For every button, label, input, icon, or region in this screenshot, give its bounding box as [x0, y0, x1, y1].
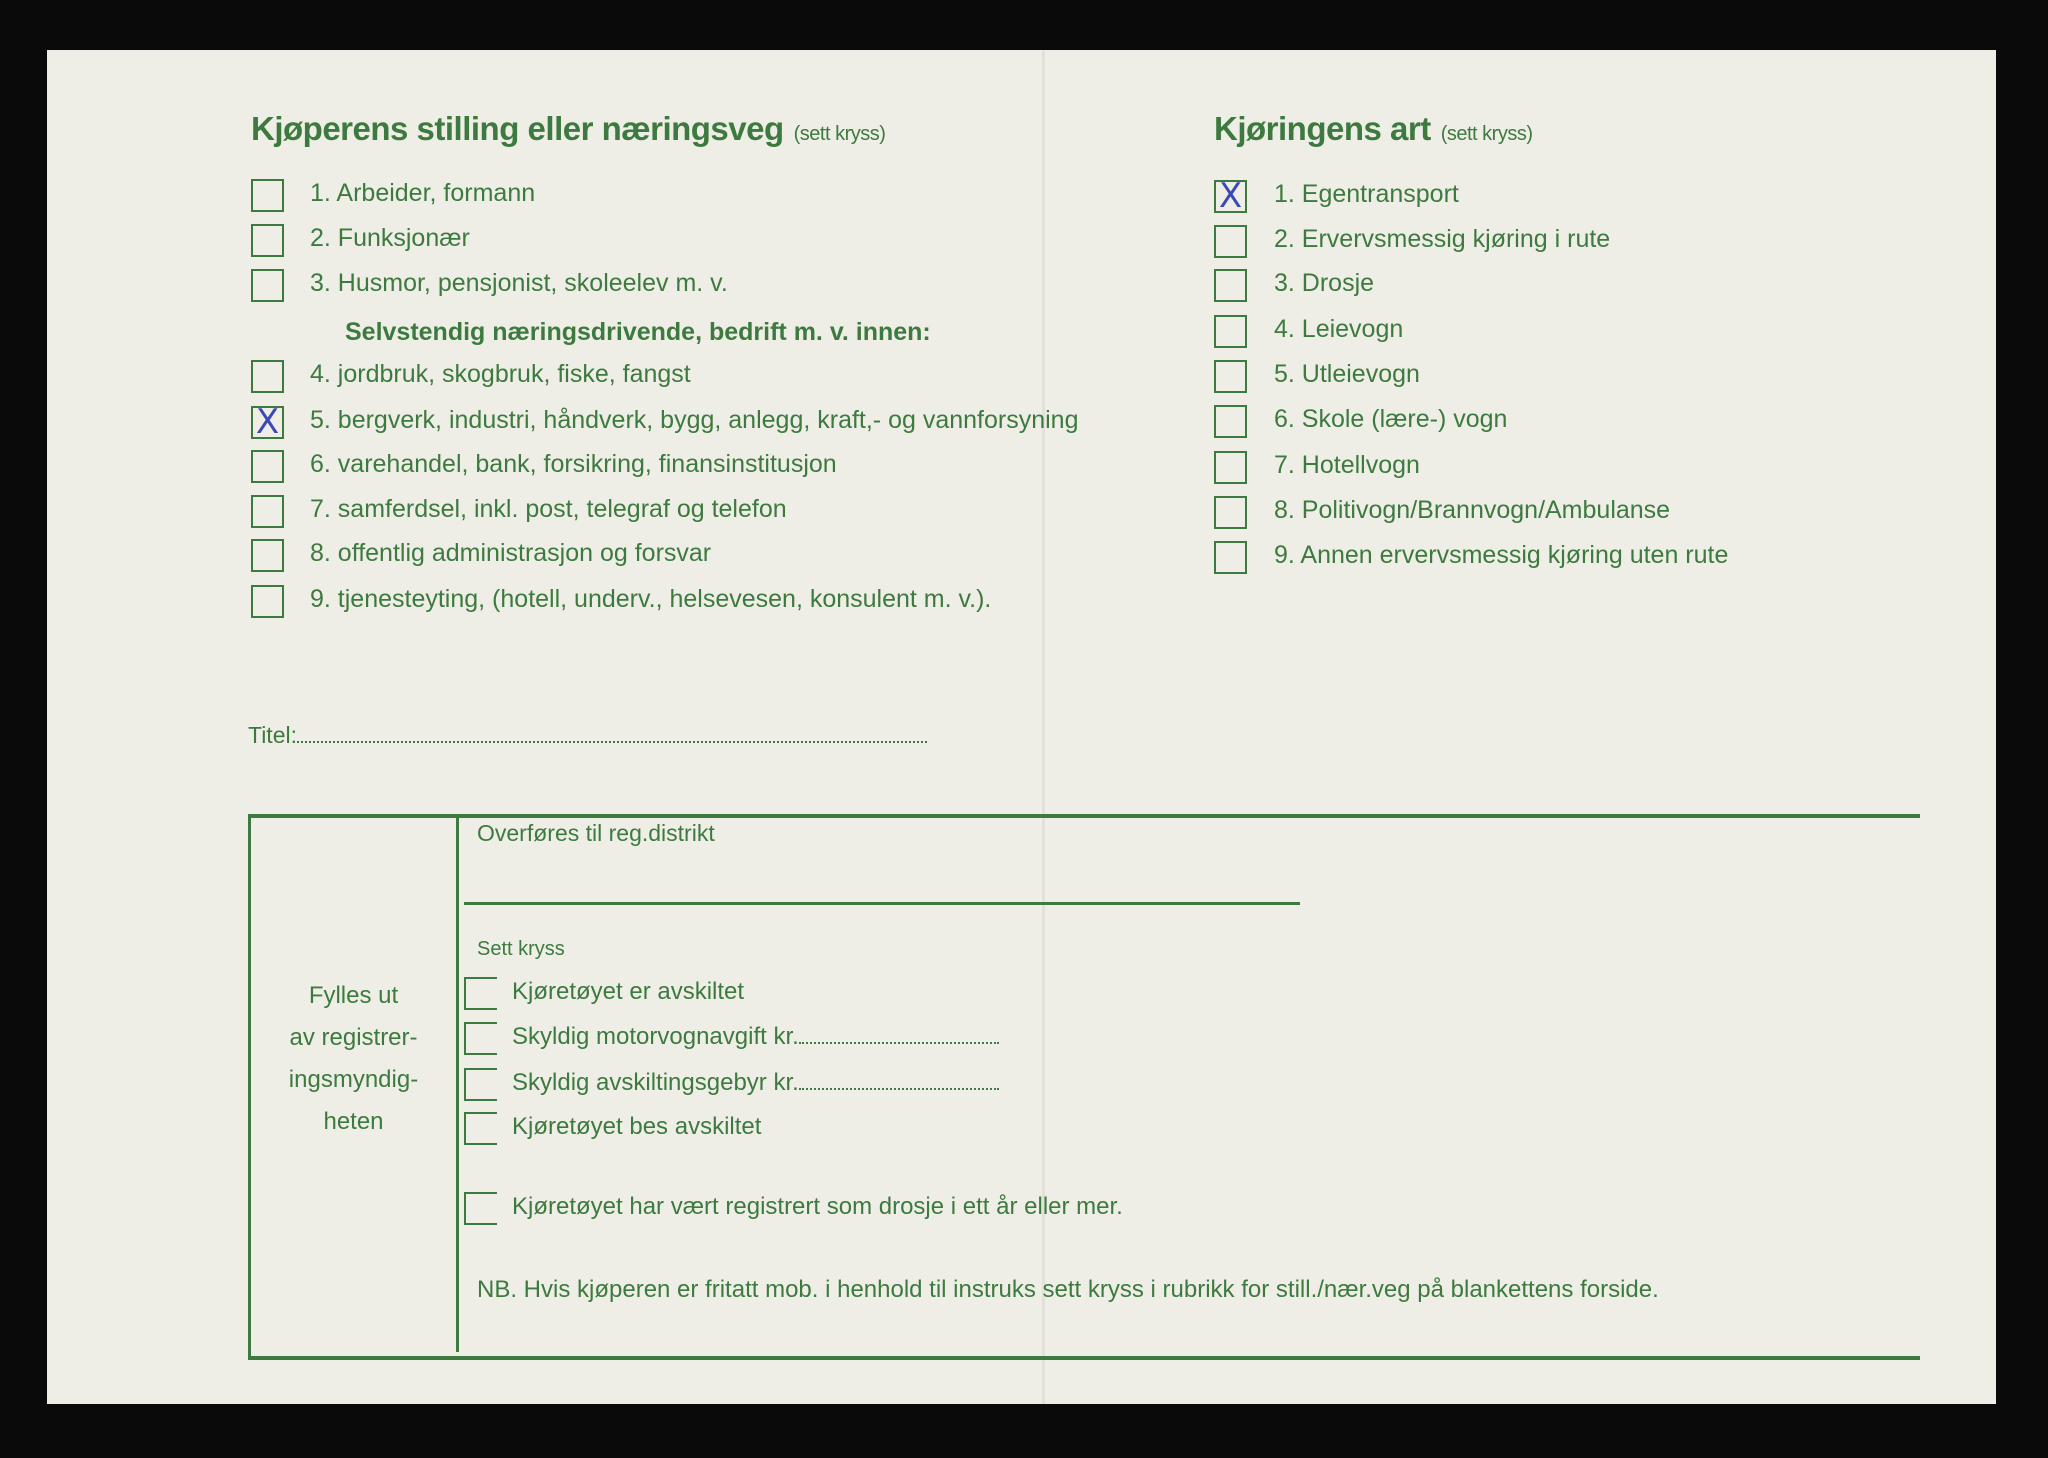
right-option-label: 7. Hotellvogn	[1274, 451, 1420, 479]
right-option-label: 5. Utleievogn	[1274, 360, 1420, 388]
left-option-checkbox[interactable]	[251, 224, 284, 257]
sett-kryss-label: Sett kryss	[477, 938, 565, 960]
right-option-label: 9. Annen ervervsmessig kjøring uten rute	[1274, 541, 1729, 569]
registry-option	[512, 1069, 999, 1097]
transfer-label: Overføres til reg.distrikt	[477, 820, 715, 846]
left-option-label: 6. varehandel, bank, forsikring, finansinstitusjon	[310, 450, 837, 478]
left-option-checkbox[interactable]	[251, 360, 284, 393]
right-option-label: 2. Ervervsmessig kjøring i rute	[1274, 225, 1611, 253]
left-option-label: 3. Husmor, pensjonist, skoleelev m. v.	[310, 269, 728, 297]
registry-option-label: Skyldig motorvognavgift kr.	[512, 1023, 799, 1050]
right-option-label: 3. Drosje	[1274, 269, 1375, 297]
registry-checkbox[interactable]	[464, 1022, 497, 1055]
transfer-district-field[interactable]	[464, 902, 1300, 905]
right-option-checkbox[interactable]	[1214, 360, 1247, 393]
self-employed-subheading: Selvstendig næringsdrivende, bedrift m. v. innen:	[345, 318, 931, 346]
registry-side-label: Fylles ut av registrer- ingsmyndig- heten	[288, 982, 419, 1135]
registry-option-label: Kjøretøyet bes avskiltet	[512, 1113, 762, 1140]
right-option-label: 1. Egentransport	[1274, 180, 1459, 208]
right-option-checkbox[interactable]	[1214, 269, 1247, 302]
registry-option	[512, 1023, 999, 1051]
registry-option	[512, 1193, 1123, 1221]
right-option-checkbox[interactable]	[1214, 496, 1247, 529]
checkmark-x-icon: X	[255, 402, 280, 442]
registry-option	[512, 978, 744, 1006]
titel-field[interactable]	[248, 722, 927, 749]
registry-option-label: Skyldig avskiltingsgebyr kr.	[512, 1069, 799, 1096]
right-option-checkbox[interactable]	[1214, 176, 1247, 216]
registry-option-label: Kjøretøyet har vært registrert som drosje i ett år eller mer.	[512, 1193, 1123, 1220]
left-option-checkbox[interactable]	[251, 585, 284, 618]
left-option-label: 4. jordbruk, skogbruk, fiske, fangst	[310, 360, 691, 388]
left-option-label: 5. bergverk, industri, håndverk, bygg, anlegg, kraft,- og vannforsyning	[310, 406, 1079, 434]
right-option-label: 6. Skole (lære-) vogn	[1274, 405, 1508, 433]
left-option-checkbox[interactable]	[251, 179, 284, 212]
amount-field[interactable]	[799, 1042, 999, 1044]
buyer-occupation-heading: Kjøperens stilling eller næringsveg (sett kryss)	[251, 110, 886, 147]
nb-note: NB. Hvis kjøperen er fritatt mob. i henhold til instruks sett kryss i rubrikk for still./nær.veg på blankettens forside.	[477, 1276, 1659, 1303]
right-option-checkbox[interactable]	[1214, 315, 1247, 348]
registry-checkbox[interactable]	[464, 1068, 497, 1101]
registry-checkbox[interactable]	[464, 977, 497, 1010]
box-bottom-rule	[248, 1356, 1920, 1360]
left-option-checkbox[interactable]	[251, 450, 284, 483]
left-option-checkbox[interactable]	[251, 269, 284, 302]
right-option-label: 8. Politivogn/Brannvogn/Ambulanse	[1274, 496, 1671, 524]
registry-option-label: Kjøretøyet er avskiltet	[512, 978, 745, 1005]
right-option-checkbox[interactable]	[1214, 225, 1247, 258]
left-option-label: 1. Arbeider, formann	[310, 179, 536, 207]
left-option-checkbox[interactable]	[251, 539, 284, 572]
left-option-label: 2. Funksjonær	[310, 224, 470, 252]
box-divider	[456, 814, 459, 1352]
driving-type-heading: Kjøringens art (sett kryss)	[1214, 110, 1533, 147]
left-option-label: 8. offentlig administrasjon og forsvar	[310, 539, 712, 567]
left-option-checkbox[interactable]	[251, 402, 284, 442]
right-option-checkbox[interactable]	[1214, 451, 1247, 484]
right-option-checkbox[interactable]	[1214, 541, 1247, 574]
registry-option	[512, 1113, 761, 1141]
registry-checkbox[interactable]	[464, 1192, 497, 1225]
checkmark-x-icon: X	[1218, 176, 1243, 216]
box-top-rule	[248, 814, 1920, 818]
right-option-label: 4. Leievogn	[1274, 315, 1404, 343]
left-option-checkbox[interactable]	[251, 495, 284, 528]
left-option-label: 7. samferdsel, inkl. post, telegraf og telefon	[310, 495, 787, 523]
left-option-label: 9. tjenesteyting, (hotell, underv., helsevesen, konsulent m. v.).	[310, 585, 992, 613]
right-option-checkbox[interactable]	[1214, 405, 1247, 438]
titel-label: Titel:	[248, 722, 297, 748]
registry-checkbox[interactable]	[464, 1112, 497, 1145]
amount-field[interactable]	[799, 1088, 999, 1090]
